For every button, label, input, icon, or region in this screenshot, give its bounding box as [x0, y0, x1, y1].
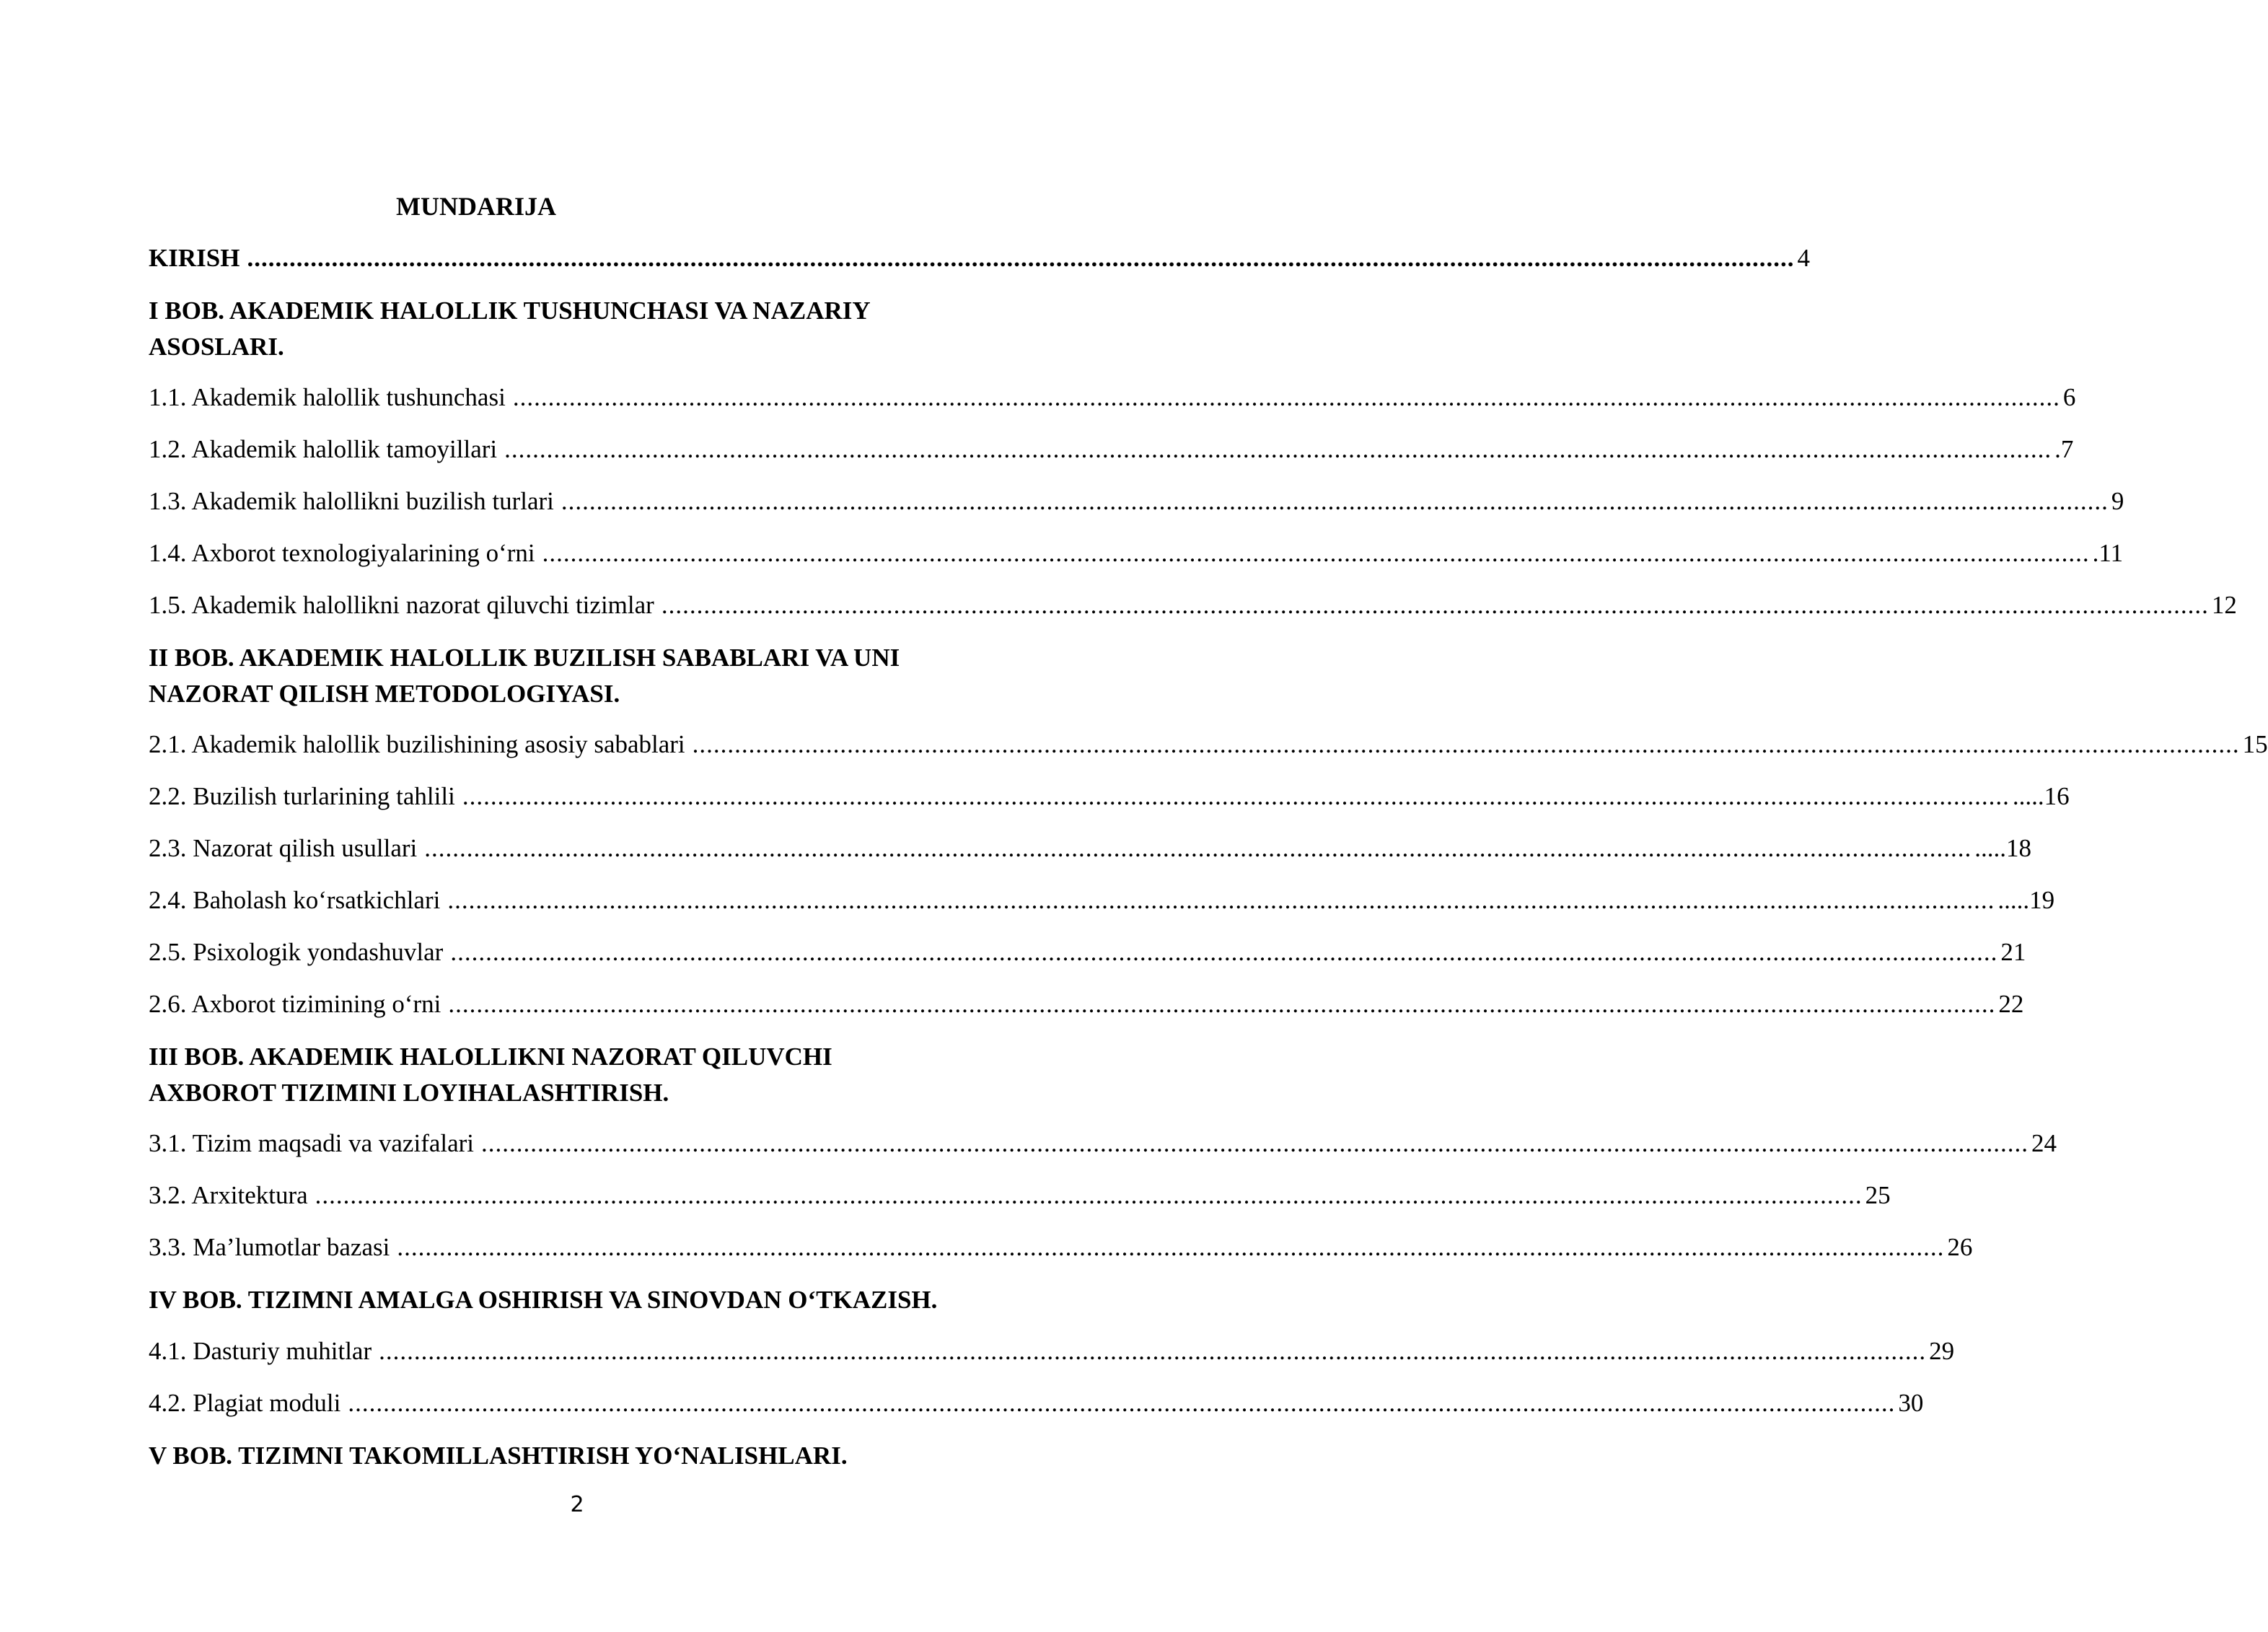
toc-entry-intro: [149, 242, 1810, 275]
toc-entry: [149, 1179, 1891, 1212]
toc-entry-page: 29: [1929, 1337, 1955, 1365]
toc-entry-label: 1.4. Axborot texnologiyalarining o‘rni: [149, 539, 535, 567]
toc-entry-page: .....16: [2012, 782, 2070, 810]
toc-entry-page: .....18: [1974, 834, 2032, 862]
toc-entry: [149, 381, 2076, 414]
toc-entry-label: 2.3. Nazorat qilish usullari: [149, 834, 418, 862]
chapter-heading-line: NAZORAT QILISH METODOLOGIYASI.: [149, 680, 620, 708]
toc-entry-page: 15: [2242, 730, 2268, 758]
dot-leader: ............................................................................................................................................................................................................................: [450, 938, 1998, 966]
toc-entry-label: 3.1. Tizim maqsadi va vazifalari: [149, 1129, 475, 1157]
toc-entry-label: KIRISH: [149, 244, 240, 272]
chapter-heading-1: [149, 293, 1017, 365]
toc-entry: [149, 936, 2026, 969]
toc-entry: [149, 1231, 1973, 1264]
toc-entry: [149, 485, 2124, 518]
toc-entry: [149, 537, 2124, 570]
page-title: MUNDARIJA: [396, 192, 556, 221]
dot-leader: ............................................................................................................................................................................................................................: [348, 1389, 1896, 1417]
toc-entry-page: 26: [1947, 1233, 1973, 1261]
chapter-heading-5: [149, 1438, 1017, 1474]
toc-entry: [149, 988, 2024, 1021]
dot-leader: ............................................................................................................................................................................................................................: [504, 435, 2052, 463]
dot-leader: ............................................................................................................................................................................................................................: [424, 834, 1972, 862]
dot-leader: ............................................................................................................................................................................................................................: [397, 1233, 1945, 1261]
page-number: 2: [570, 1492, 584, 1517]
toc-entry-label: 4.2. Plagiat moduli: [149, 1389, 341, 1417]
chapter-heading-line: II BOB. AKADEMIK HALOLLIK BUZILISH SABABLARI VA UNI: [149, 644, 900, 672]
dot-leader: ............................................................................................................................................................................................................................: [661, 591, 2209, 619]
toc-entry-page: 25: [1865, 1181, 1891, 1209]
toc-entry-label: 2.5. Psixologik yondashuvlar: [149, 938, 444, 966]
toc-entry-label: 1.1. Akademik halollik tushunchasi: [149, 383, 506, 411]
dot-leader: ............................................................................................................................................................................................................................: [692, 730, 2240, 758]
toc-entry-page: 9: [2111, 487, 2124, 515]
toc-entry-page: 30: [1898, 1389, 1924, 1417]
toc-entry-label: 4.1. Dasturiy muhitlar: [149, 1337, 372, 1365]
toc-entry-page: .....19: [1997, 886, 2055, 914]
chapter-heading-line: AXBOROT TIZIMINI LOYIHALASHTIRISH.: [149, 1079, 669, 1107]
toc-entry: [149, 1127, 2057, 1160]
toc-entry: [149, 1387, 1924, 1420]
dot-leader: ............................................................................................................................................................................................................................: [462, 782, 2010, 810]
chapter-heading-line: I BOB. AKADEMIK HALOLLIK TUSHUNCHASI VA NAZARIY: [149, 297, 871, 325]
toc-entry-label: 1.5. Akademik halollikni nazorat qiluvchi tizimlar: [149, 591, 654, 619]
toc-entry: [149, 433, 2074, 466]
toc-entry-page: 21: [2000, 938, 2026, 966]
toc-entry-page: .11: [2092, 539, 2124, 567]
toc-entry-page: 12: [2211, 591, 2237, 619]
toc-entry-label: 2.2. Buzilish turlarining tahlili: [149, 782, 455, 810]
toc-entry-page: 4: [1797, 244, 1810, 272]
chapter-heading-line: ASOSLARI.: [149, 333, 284, 361]
dot-leader: ............................................................................................................................................................................................................................: [481, 1129, 2029, 1157]
chapter-heading-line: IV BOB. TIZIMNI AMALGA OSHIRISH VA SINOVDAN O‘TKAZISH.: [149, 1286, 938, 1314]
toc-entry: [149, 832, 2032, 865]
dot-leader: ............................................................................................................................................................................................................................: [542, 539, 2090, 567]
toc-entry-label: 2.4. Baholash ko‘rsatkichlari: [149, 886, 441, 914]
chapter-heading-line: V BOB. TIZIMNI TAKOMILLASHTIRISH YO‘NALISHLARI.: [149, 1442, 848, 1470]
chapter-heading-line: III BOB. AKADEMIK HALOLLIKNI NAZORAT QILUVCHI: [149, 1043, 832, 1071]
dot-leader: ............................................................................................................................................................................................................................: [379, 1337, 1927, 1365]
toc-entry-page: 6: [2062, 383, 2076, 411]
toc-entry-label: 2.1. Akademik halollik buzilishining asosiy sabablari: [149, 730, 685, 758]
dot-leader: ............................................................................................................................................................................................................................: [448, 990, 1996, 1018]
chapter-heading-2: [149, 640, 1017, 712]
toc-entry-label: 1.2. Akademik halollik tamoyillari: [149, 435, 498, 463]
toc-entry-label: 3.2. Arxitektura: [149, 1181, 308, 1209]
chapter-heading-3: [149, 1039, 1017, 1111]
toc-entry-page: .7: [2054, 435, 2074, 463]
dot-leader: ............................................................................................................................................................................................................................: [247, 244, 1795, 272]
toc-entry: [149, 1335, 1955, 1368]
dot-leader: ............................................................................................................................................................................................................................: [315, 1181, 1863, 1209]
toc-entry: [149, 780, 2070, 813]
dot-leader: ............................................................................................................................................................................................................................: [512, 383, 2060, 411]
toc-entry: [149, 884, 2055, 917]
toc-entry-page: 24: [2031, 1129, 2057, 1157]
chapter-heading-4: [149, 1282, 1017, 1318]
toc-entry-page: 22: [1998, 990, 2024, 1018]
toc-entry-label: 1.3. Akademik halollikni buzilish turlari: [149, 487, 554, 515]
dot-leader: ............................................................................................................................................................................................................................: [561, 487, 2109, 515]
toc-entry: [149, 589, 2237, 622]
toc-entry-label: 3.3. Ma’lumotlar bazasi: [149, 1233, 390, 1261]
toc-entry: [149, 728, 2268, 761]
toc-entry-label: 2.6. Axborot tizimining o‘rni: [149, 990, 441, 1018]
dot-leader: ............................................................................................................................................................................................................................: [447, 886, 1995, 914]
